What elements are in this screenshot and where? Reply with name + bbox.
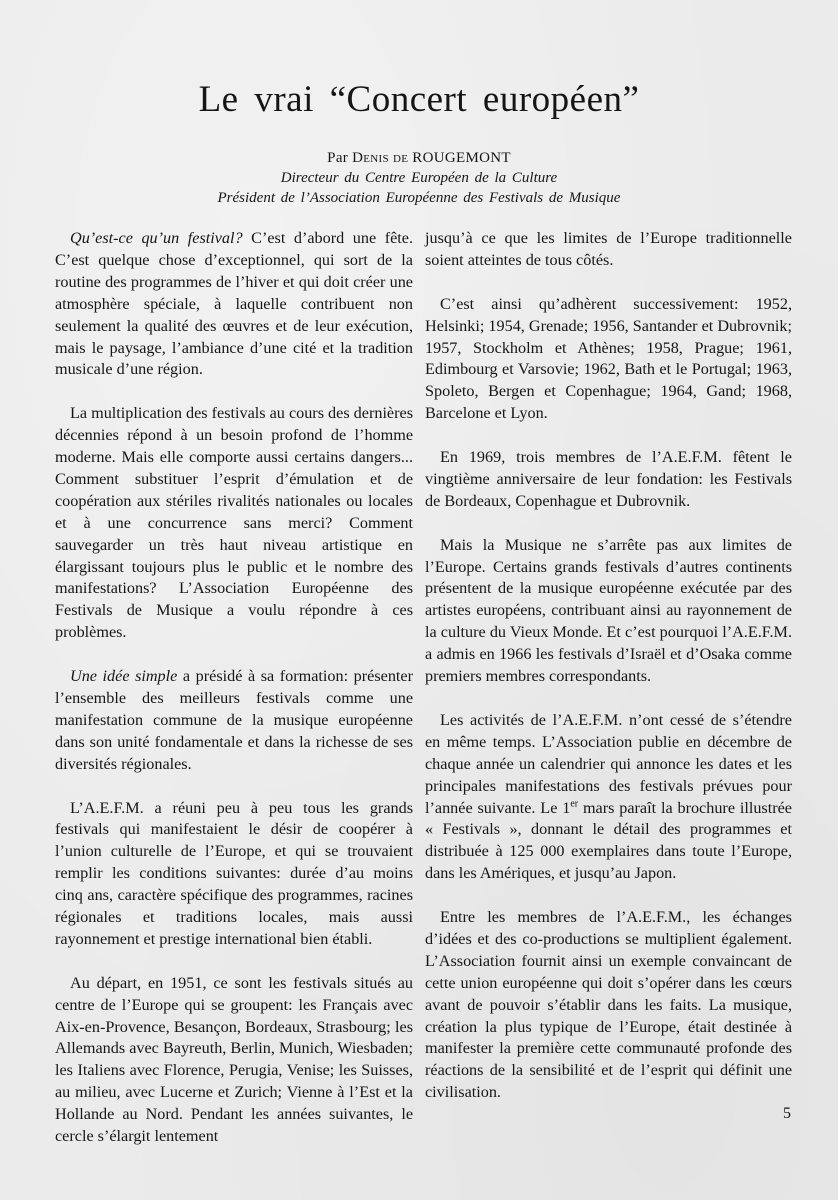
author-first-name: Denis de xyxy=(352,150,409,166)
paragraph xyxy=(55,228,413,381)
paragraph: C’est ainsi qu’adhèrent successivement: 1952, Helsinki; 1954, Grenade; 1956, Santander et Dubrovnik; 1957, Stockholm et Athènes; 1958, Prague; 1961, Edimbourg et Varsovie; 1962, Bath et le Portugal; 1963, Spoleto, Bergen et Copenhague; 1964, Gand; 1968, Barcelone et Lyon. xyxy=(425,294,792,423)
page-number: 5 xyxy=(783,1105,791,1122)
superscript: er xyxy=(570,798,579,810)
paragraph: En 1969, trois membres de l’A.E.F.M. fêtent le vingtième anniversaire de leur fondation: les Festivals de Bordeaux, Copenhague et Dubrovnik. xyxy=(425,448,792,510)
right-column xyxy=(425,228,792,1126)
italic-lead: Qu’est-ce qu’un festival? xyxy=(70,229,243,247)
paragraph: Mais la Musique ne s’arrête pas aux limites de l’Europe. Certains grands festivals d’autres continents présentent de la musique européenne exécutée par des artistes européens, contribuant ainsi au rayonnement de la culture du Vieux Monde. Et c’est pourquoi l’A.E.F.M. a admis en 1966 les festivals d’Israël et d’Osaka comme premiers membres correspondants. xyxy=(425,535,792,686)
author-line xyxy=(0,148,838,168)
byline xyxy=(0,148,838,208)
italic-lead: Une idée simple xyxy=(70,667,178,686)
paragraph xyxy=(55,666,413,776)
paragraph-text: Les activités de l’A.E.F.M. n’ont cessé de s’étendre en même temps. L’Association publie en décembre de chaque année un calendrier qui annonce les dates et les principales manifestations des festivals prévues pour l’année suivante. Le 1 xyxy=(425,710,792,817)
paragraph xyxy=(425,710,792,885)
paragraph-continued: jusqu’à ce que les limites de l’Europe traditionnelle soient atteintes de tous côtés. xyxy=(425,229,792,269)
paragraph: La multiplication des festivals au cours des dernières décennies répond à un besoin profond de l’homme moderne. Mais elle comporte aussi certains dangers... Comment substituer l’esprit d’émulation et de coopération aux stériles rivalités nationales ou locales et à une concurrence sans merci? Comment sauvegarder un très haut niveau artistique en élargissant toujours plus le public et le nombre des manifestations? L’Association Européenne des Festivals de Musique a voulu répondre à ces problèmes. xyxy=(55,404,413,642)
author-last-name: ROUGEMONT xyxy=(412,150,511,166)
author-role-2: Président de l’Association Européenne des Festivals de Musique xyxy=(217,190,621,206)
paragraph-text: mars paraît la brochure illustrée « Festivals », donnant le détail des programmes et distribuée à 125 000 exemplaires dans toute l’Europe, dans les Amériques, et jusqu’au Japon. xyxy=(425,798,792,883)
author-prefix: Par xyxy=(327,150,349,166)
left-column xyxy=(55,228,413,1170)
paragraph: Entre les membres de l’A.E.F.M., les échanges d’idées et des co-productions se multiplient également. L’Association fournit ainsi un exemple convaincant de cette union européenne qui doit s’opérer dans les cœurs avant de pouvoir s’établir dans les faits. La musique, création la plus typique de l’Europe, était destinée à manifester la première cette communauté profonde des réactions de la sensibilité et de l’esprit qui définit une civilisation. xyxy=(425,908,792,1102)
paragraph: Au départ, en 1951, ce sont les festivals situés au centre de l’Europe qui se groupent: les Français avec Aix-en-Provence, Besançon, Bordeaux, Strasbourg; les Allemands avec Bayreuth, Berlin, Munich, Wiesbaden; les Italiens avec Florence, Perugia, Venise; les Suisses, au milieu, avec Lucerne et Zurich; Vienne à l’Est et la Hollande au Nord. Pendant les années suivantes, le cercle s’élargit lentement xyxy=(55,973,413,1146)
paragraph-text: a présidé à sa formation: présenter l’ensemble des meilleurs festivals comme une manifestation commune de la musique européenne dans son unité fondamentale et dans la richesse de ses diversités régionales. xyxy=(55,667,414,773)
paragraph-text: C’est d’abord une fête. C’est quelque chose d’exceptionnel, qui sort de la routine des programmes de l’hiver et qui doit créer une atmosphère spéciale, à laquelle contribuent non seulement la qualité des œuvres et de leur exécution, mais le paysage, l’ambiance d’une cité et la tradition musicale d’une région. xyxy=(55,229,413,379)
author-role-1: Directeur du Centre Européen de la Culture xyxy=(280,170,558,186)
article-title: Le vrai “Concert européen” xyxy=(198,79,640,120)
paragraph: L’A.E.F.M. a réuni peu à peu tous les grands festivals qui manifestaient le désir de coopérer à l’union culturelle de l’Europe, et qui se trouvaient remplir les conditions suivantes: durée d’au moins cinq ans, caractère spécifique des programmes, racines régionales et traditions locales, mais aussi rayonnement et prestige international bien établi. xyxy=(55,798,413,948)
